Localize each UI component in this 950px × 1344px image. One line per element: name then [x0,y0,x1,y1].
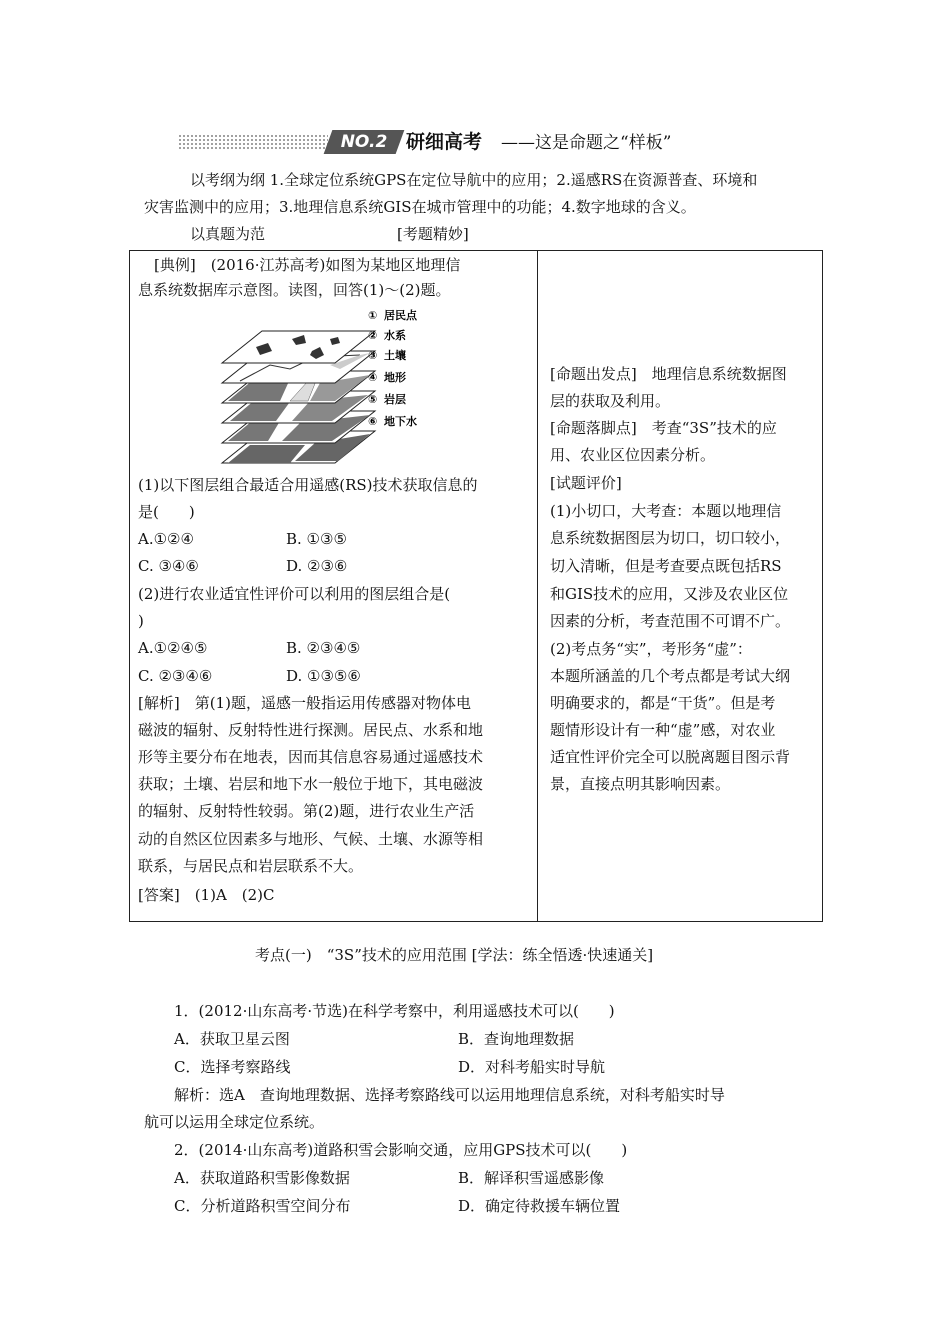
question-1-stem: 1．(2012·山东高考·节选)在科学考察中，利用遥感技术可以( ) [174,1002,615,1020]
commentary-line: 和GIS技术的应用，又涉及农业区位 [550,585,789,603]
commentary-line: (1)小切口，大考查：本题以地理信 [550,502,782,520]
question-2-option-d: D．确定待救援车辆位置 [458,1197,621,1215]
section-banner [178,128,758,158]
banner-title: 研细高考 [406,131,483,153]
example-line: [典例] (2016·江苏高考)如图为某地区地理信 [154,256,461,274]
gis-layers-diagram [220,303,460,473]
question-2-option-c: C．分析道路积雪空间分布 [174,1197,351,1215]
banner-subtitle: ——这是命题之“样板” [501,133,672,153]
q2-option-a: A.①②④⑤ [138,639,208,657]
q1-option-d: D. ②③⑥ [286,557,348,575]
question-1-analysis-cont: 航可以运用全球定位系统。 [144,1113,325,1131]
layer-1-num: ① [368,309,378,322]
layer-5-name: 岩层 [384,393,406,406]
commentary-line: [试题评价] [550,474,622,492]
layer-2-name: 水系 [384,329,406,342]
q2-option-c: C. ②③④⑥ [138,667,213,685]
commentary-line: 题情形设计有一种“虚”感，对农业 [550,721,776,739]
table-divider [537,251,538,921]
layer-6-name: 地下水 [384,415,417,428]
analysis-line: 联系，与居民点和岩层联系不大。 [138,857,364,875]
layer-4-num: ④ [368,371,378,384]
intro-line-2: 灾害监测中的应用；3.地理信息系统GIS在城市管理中的功能；4.数字地球的含义。 [144,198,696,216]
commentary-line: 明确要求的，都是“干货”。但是考 [550,694,776,712]
analysis-line: 形等主要分布在地表，因而其信息容易通过遥感技术 [138,748,484,766]
question-1-analysis: 解析：选A 查询地理数据、选择考察路线可以运用地理信息系统，对科考船实时导 [174,1086,725,1104]
layer-1-name: 居民点 [384,309,417,322]
analysis-line: 获取；土壤、岩层和地下水一般位于地下，其电磁波 [138,775,484,793]
q1-option-a: A.①②④ [138,530,194,548]
q2-line: ) [138,612,144,630]
question-1-option-c: C．选择考察路线 [174,1058,291,1076]
answer-line: [答案] (1)A (2)C [138,886,275,904]
commentary-line: 适宜性评价完全可以脱离题目图示背 [550,748,791,766]
commentary-line: 因素的分析，考查范围不可谓不广。 [550,612,791,630]
analysis-line: [解析] 第(1)题，遥感一般指运用传感器对物体电 [138,694,471,712]
commentary-line: 本题所涵盖的几个考点都是考试大纲 [550,667,791,685]
question-2-stem: 2．(2014·山东高考)道路积雪会影响交通，应用GPS技术可以( ) [174,1141,628,1159]
commentary-line: 景，直接点明其影响因素。 [550,775,731,793]
example-line: 息系统数据库示意图。读图，回答(1)～(2)题。 [138,281,451,299]
commentary-line: (2)考点务“实”，考形务“虚”： [550,640,752,658]
commentary-line: [命题落脚点] 考查“3S”技术的应 [550,419,777,437]
question-1-option-b: B．查询地理数据 [458,1030,575,1048]
dotted-bar-decoration [178,134,328,150]
commentary-line: 层的获取及利用。 [550,392,671,410]
analysis-line: 动的自然区位因素多与地形、气候、土壤、水源等相 [138,830,484,848]
layer-3-name: 土壤 [384,349,406,362]
q1-line: (1)以下图层组合最适合用遥感(RS)技术获取信息的 [138,476,478,494]
commentary-line: [命题出发点] 地理信息系统数据图 [550,365,787,383]
question-2-option-a: A．获取道路积雪影像数据 [174,1169,350,1187]
section-heading: 考点(一) “3S”技术的应用范围 [学法：练全悟透·快速通关] [255,946,654,964]
q1-option-c: C. ③④⑥ [138,557,199,575]
layer-4-name: 地形 [384,371,406,384]
layer-2-num: ② [368,329,378,342]
layer-3-num: ③ [368,349,378,362]
badge-no2: NO.2 [340,132,388,152]
layer-6-num: ⑥ [368,415,378,428]
question-1-option-a: A．获取卫星云图 [174,1030,290,1048]
analysis-line: 磁波的辐射、反射特性进行探测。居民点、水系和地 [138,721,484,739]
commentary-line: 息系统数据图层为切口，切口较小， [550,529,791,547]
q1-line: 是( ) [138,503,195,521]
intro-line-1: 以考纲为纲 1.全球定位系统GPS在定位导航中的应用；2.遥感RS在资源普查、环境和 [190,171,758,189]
q1-option-b: B. ①③⑤ [286,530,347,548]
question-2-option-b: B．解译积雪遥感影像 [458,1169,605,1187]
analysis-line: 的辐射、反射特性较弱。第(2)题，进行农业生产活 [138,802,475,820]
q2-option-d: D. ①③⑤⑥ [286,667,361,685]
intro-line-3-left: 以真题为范 [190,225,266,243]
intro-line-3-right: [考题精妙] [397,225,469,243]
q2-line: (2)进行农业适宜性评价可以利用的图层组合是( [138,585,451,603]
q2-option-b: B. ②③④⑤ [286,639,361,657]
commentary-line: 用、农业区位因素分析。 [550,446,716,464]
layer-5-num: ⑤ [368,393,378,406]
question-1-option-d: D．对科考船实时导航 [458,1058,606,1076]
commentary-line: 切入清晰，但是考查要点既包括RS [550,557,782,575]
